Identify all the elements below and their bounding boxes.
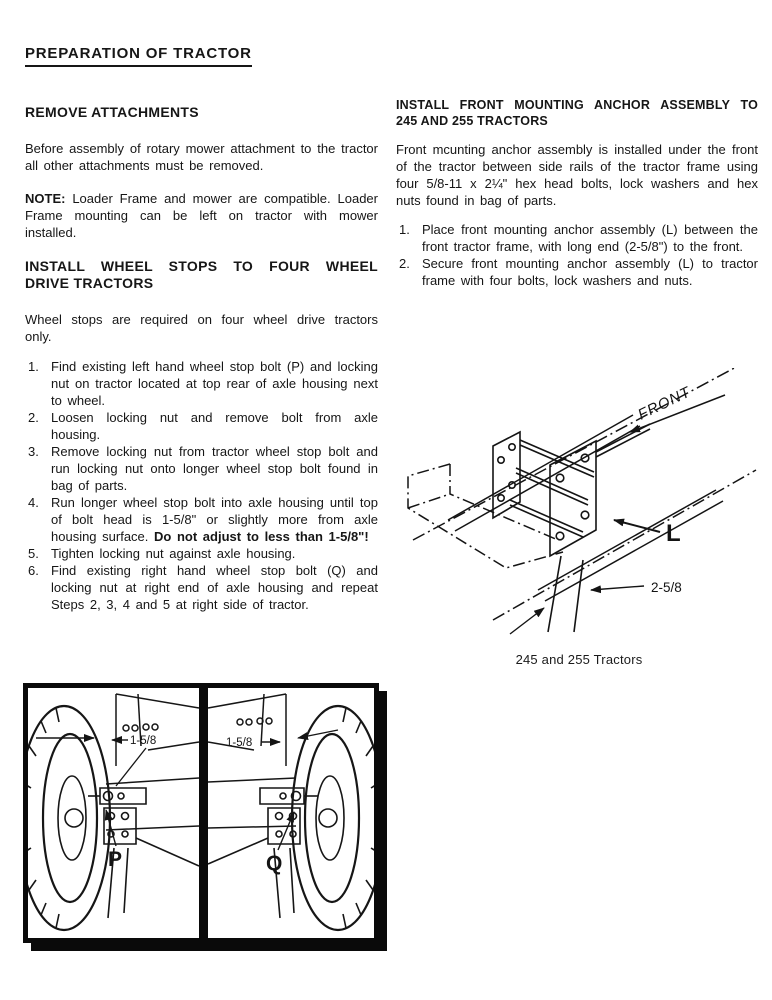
right-tire (292, 706, 374, 930)
anchor-step-list (396, 221, 758, 289)
step-number: 1. (28, 359, 39, 374)
heading-line-1: INSTALL FRONT MOUNTING ANCHOR ASSEMBLY TO (396, 98, 758, 112)
left-column (25, 104, 378, 613)
note-label: NOTE: (25, 191, 66, 206)
step-text-body: Secure front mounting anchor assembly (L) to tractor frame with four bolts, lock washers and nuts. (422, 256, 758, 288)
step-item-2 (25, 409, 378, 443)
note-text: Loader Frame and mower are compatible. Loader Frame mounting can be left on tractor with mower installed. (25, 191, 378, 240)
right-panel-art (208, 694, 374, 930)
paragraph-install-anchor (396, 141, 758, 209)
step-text (51, 494, 378, 545)
page-title: PREPARATION OF TRACTOR (25, 45, 252, 67)
step-text (51, 409, 378, 443)
step-item-1 (396, 221, 758, 255)
step-item-2 (396, 255, 758, 289)
right-column (396, 97, 758, 289)
step-text (422, 221, 758, 255)
step-item-3 (25, 443, 378, 494)
step-text-warning: Do not adjust to less than 1-5/8"! (154, 529, 369, 544)
left-dimension-label: 1-5/8 (130, 735, 157, 747)
dimension-2-5-8-label: 2-5/8 (651, 580, 682, 595)
bolt-q-label: Q (266, 852, 283, 875)
left-tire (28, 706, 110, 930)
step-text (51, 358, 378, 409)
step-text (51, 562, 378, 613)
heading-line-2: DRIVE TRACTORS (25, 275, 154, 291)
right-wheel-stop-bolt (208, 788, 318, 918)
wheel-stops-step-list (25, 358, 378, 613)
step-text-body: Remove locking nut from tractor wheel stop bolt and run locking nut onto longer wheel stop bolt found in bag of parts. (51, 444, 378, 493)
paragraph-text: Wheel stops are required on four wheel drive tractors only. (25, 312, 378, 344)
anchor-assembly-drawing (398, 368, 760, 648)
paragraph-text: Before assembly of rotary mower attachment to the tractor all other attachments must be removed. (25, 141, 378, 173)
step-text (422, 255, 758, 289)
left-panel-art (28, 694, 199, 930)
step-number: 2. (28, 410, 39, 425)
step-text-body: Run longer wheel stop bolt into axle housing until top of bolt head is 1-5/8" or slightly more from axle housing surface. (51, 495, 378, 544)
heading-install-wheel-stops (25, 258, 378, 292)
left-tractor-body (106, 694, 199, 830)
step-number: 3. (28, 444, 39, 459)
figure-anchor-assembly (398, 368, 760, 670)
step-number: 1. (399, 222, 410, 237)
step-number: 5. (28, 546, 39, 561)
bolt-p-label: P (108, 848, 123, 871)
step-item-1 (25, 358, 378, 409)
frame-rails (413, 368, 756, 620)
paragraph-text: Front mcunting anchor assembly is installed under the front of the tractor between side rails of the tractor frame using four 5/8-11 x 2¼" hex head bolts, lock washers and hex nuts found in bag of parts. (396, 142, 758, 208)
front-bumper-channel (408, 464, 563, 568)
step-number: 4. (28, 495, 39, 510)
panel-divider (199, 688, 208, 938)
figure-caption: 245 and 255 Tractors (515, 652, 643, 667)
step-text-body: Tighten locking nut against axle housing. (51, 546, 296, 561)
step-text (51, 443, 378, 494)
front-direction-label: FRONT (635, 383, 694, 424)
heading-install-anchor (396, 97, 758, 129)
left-wheel-stop-bolt (88, 788, 199, 918)
heading-line-2: 245 AND 255 TRACTORS (396, 114, 548, 128)
paragraph-remove-attachments (25, 140, 378, 174)
step-item-4 (25, 494, 378, 545)
step-number: 2. (399, 256, 410, 271)
anchor-callouts (510, 383, 725, 634)
right-tire-treads (316, 708, 374, 928)
step-number: 6. (28, 563, 39, 578)
step-item-5 (25, 545, 378, 562)
note-paragraph (25, 190, 378, 241)
right-dimension-label: 1-5/8 (226, 737, 253, 749)
figure-wheel-stops (23, 683, 379, 943)
step-text-body: Find existing right hand wheel stop bolt (Q) and locking nut at right end of axle housing and repeat Steps 2, 3, 4 and 5 at right side of tractor. (51, 563, 378, 612)
step-text-body: Place front mounting anchor assembly (L) between the front tractor frame, with long end (2-5/8") to the front. (422, 222, 758, 254)
step-item-6 (25, 562, 378, 613)
heading-remove-attachments: REMOVE ATTACHMENTS (25, 104, 199, 120)
anchor-l-label: L (666, 520, 681, 547)
wheel-stops-drawing (28, 688, 374, 938)
left-tire-treads (28, 708, 86, 928)
paragraph-wheel-stops (25, 311, 378, 345)
step-text-body: Find existing left hand wheel stop bolt (P) and locking nut on tractor located at top rear of axle housing next to wheel. (51, 359, 378, 408)
heading-line-1: INSTALL WHEEL STOPS TO FOUR WHEEL (25, 258, 378, 274)
step-text-body: Loosen locking nut and remove bolt from axle housing. (51, 410, 378, 442)
step-text (51, 545, 378, 562)
